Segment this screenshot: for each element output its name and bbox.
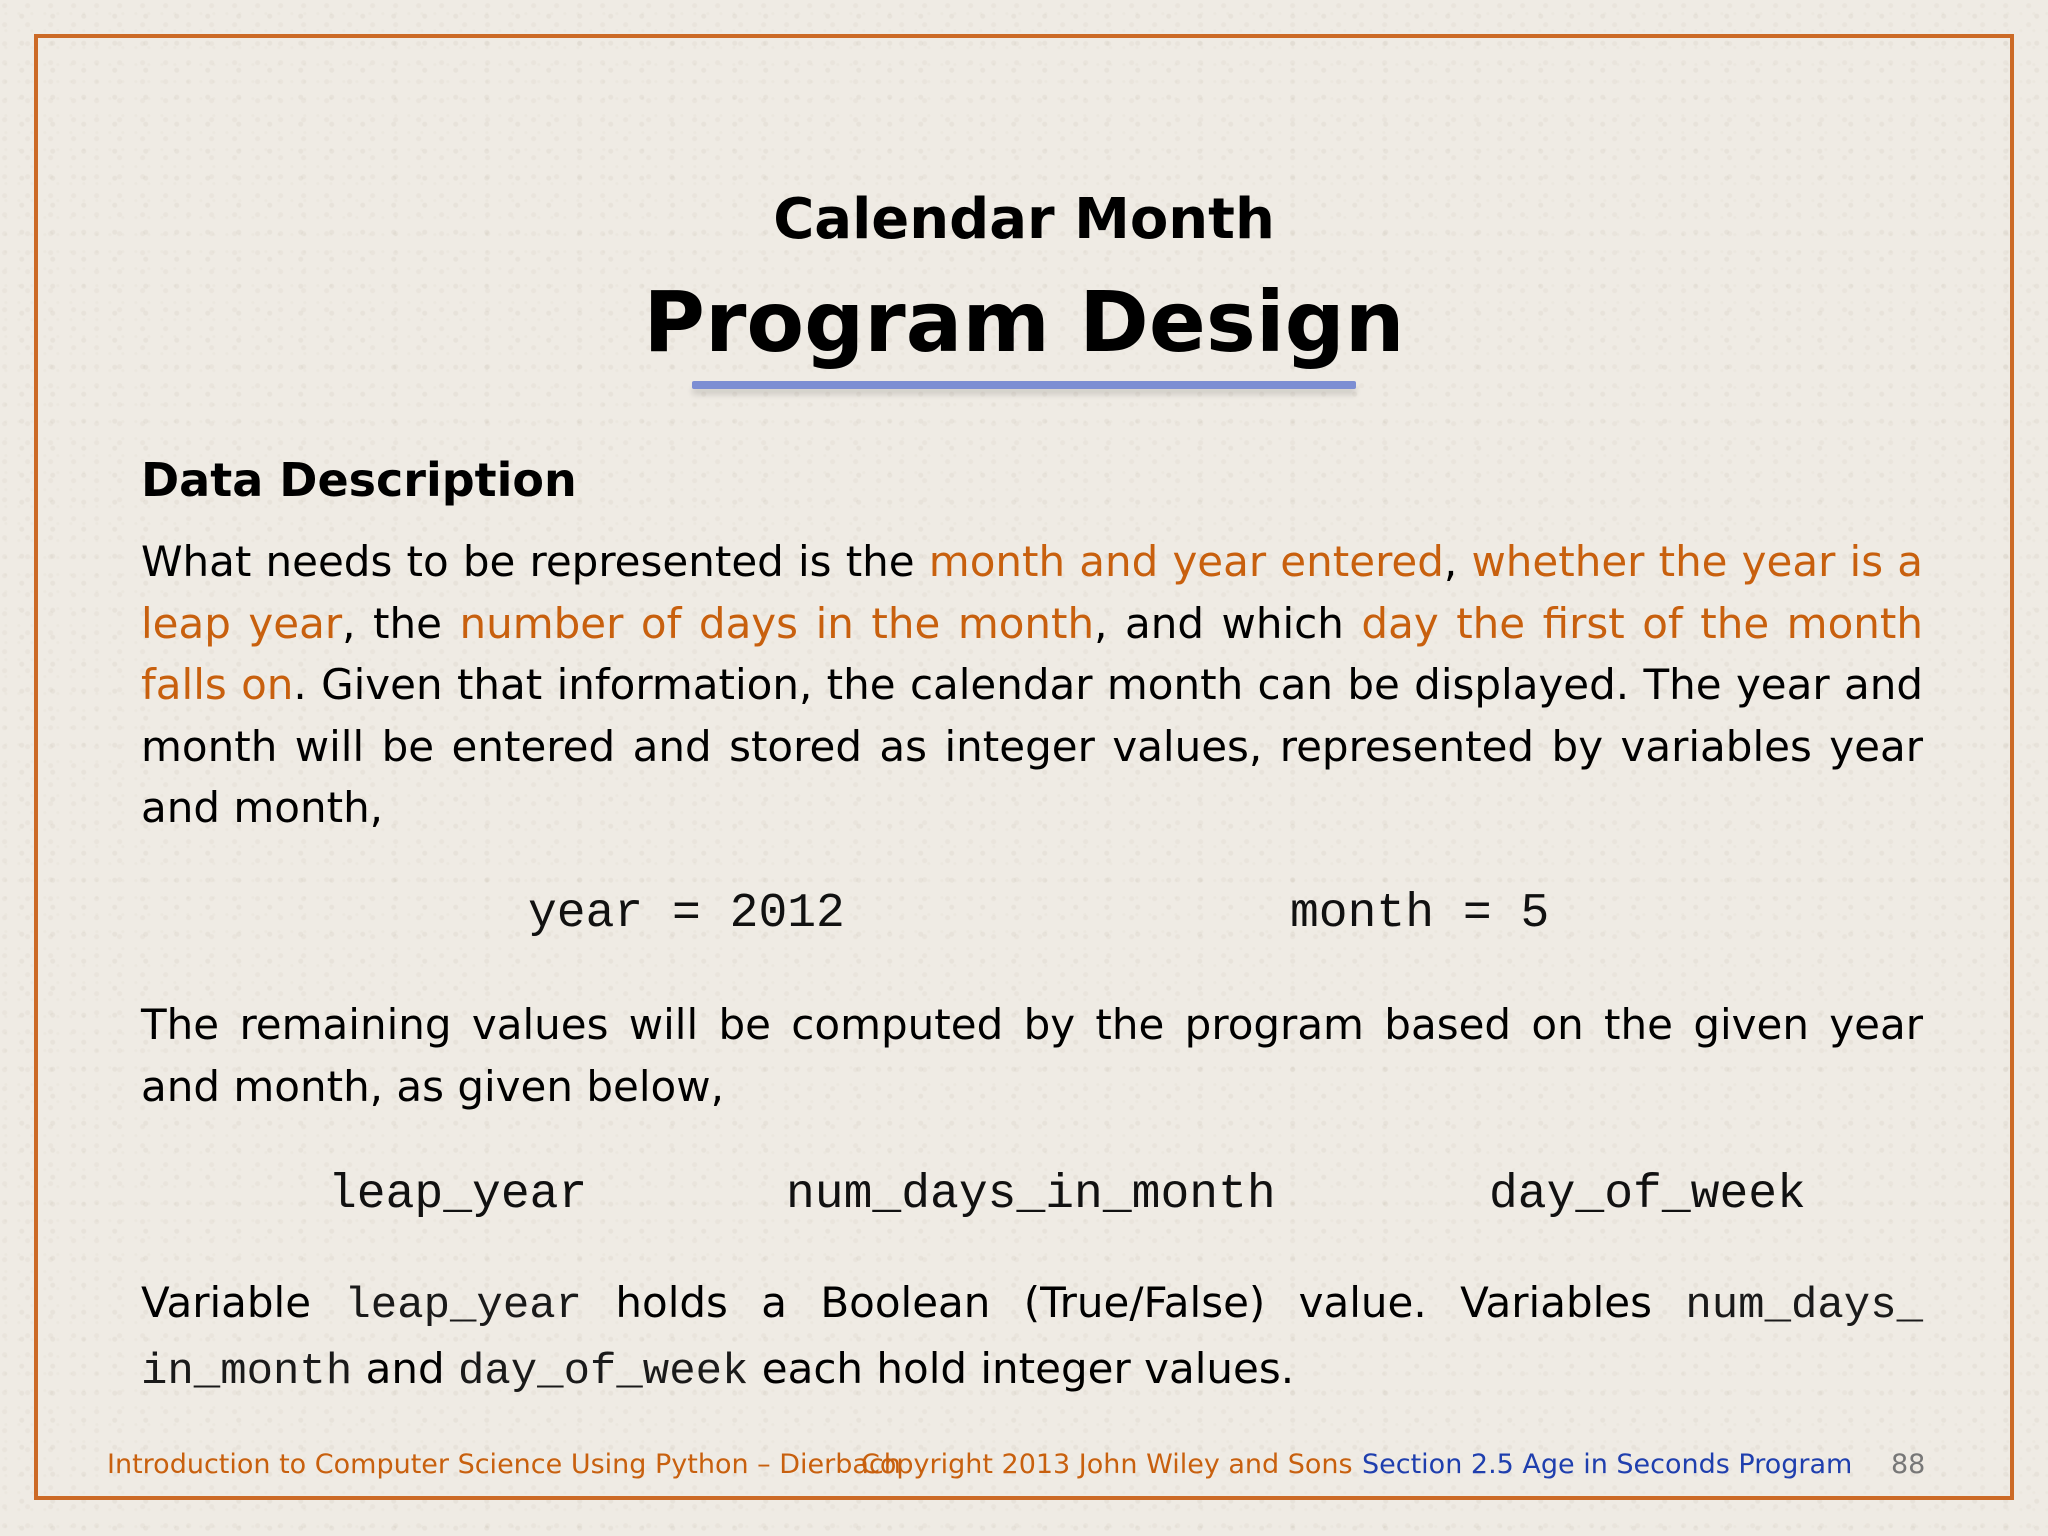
code-inline-day-of-week: day_of_week [457, 1346, 749, 1397]
text-run: Variable [141, 1278, 345, 1327]
footer-section: Section 2.5 Age in Seconds Program [1362, 1449, 1853, 1480]
text-run: What needs to be represented is the [141, 537, 929, 586]
text-run: , [1443, 537, 1472, 586]
remaining-values-paragraph: The remaining values will be computed by the program based on the given year and month, as given below, [141, 1000, 1923, 1111]
data-description-paragraph [141, 531, 1923, 839]
slide-subtitle: Calendar Month [773, 187, 1275, 252]
text-run: . Given that information, the calendar month can be displayed. The year and month will be entered and stored as integer values, represented by variables year and month, [141, 660, 1923, 832]
text-run: and [352, 1343, 458, 1393]
code-num-days-in-month: num_days_in_month [786, 1168, 1276, 1222]
variables-paragraph [141, 1272, 1923, 1403]
section-heading: Data Description [141, 453, 577, 507]
code-month: month = 5 [1290, 887, 1550, 941]
footer-copyright: Copyright 2013 John Wiley and Sons [861, 1449, 1353, 1480]
highlight-month-year: month and year entered [928, 537, 1444, 586]
text-run: each hold integer values. [748, 1343, 1295, 1393]
highlight-first-day: day the first of the month falls on [141, 598, 1923, 709]
code-year: year = 2012 [528, 887, 845, 941]
text-run: , and which [1094, 598, 1362, 648]
text-run: , the [342, 598, 460, 648]
title-underline [692, 381, 1356, 389]
slide-title: Program Design [643, 273, 1405, 371]
code-inline-num-days: num_days_ in_month [141, 1281, 1924, 1397]
code-day-of-week: day_of_week [1489, 1168, 1806, 1222]
highlight-leap-year: whether the year is a leap year [141, 537, 1923, 648]
code-inline-leap-year: leap_year [344, 1281, 583, 1331]
text-run: holds a Boolean (True/False) value. Variables [582, 1278, 1686, 1327]
footer-page-number: 88 [1891, 1449, 1926, 1480]
footer-book-title: Introduction to Computer Science Using Python – Dierbach [107, 1449, 901, 1480]
highlight-num-days: number of days in the month [459, 598, 1095, 648]
code-leap-year: leap_year [328, 1168, 588, 1222]
